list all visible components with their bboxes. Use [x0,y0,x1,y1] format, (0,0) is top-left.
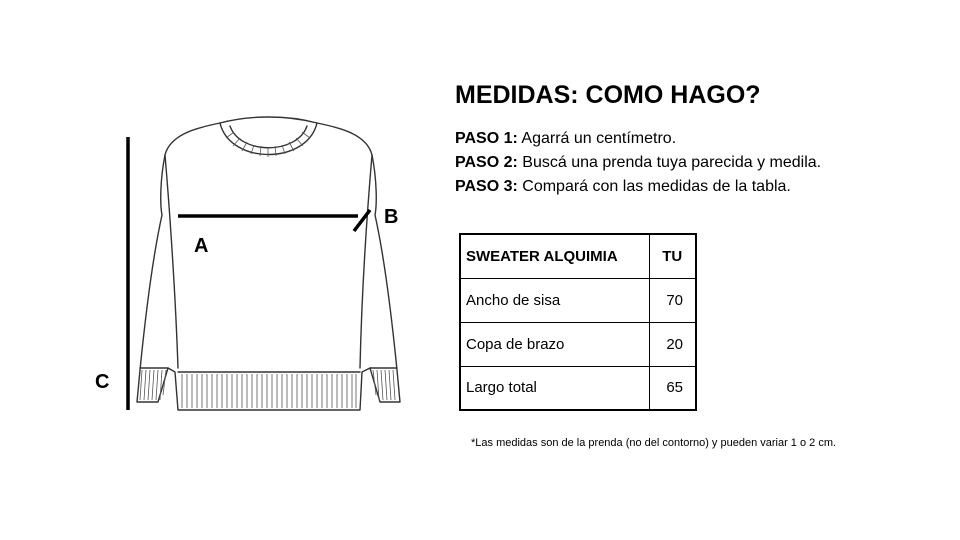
measure-label-c: C [95,371,110,393]
page-title: MEDIDAS: COMO HAGO? [455,81,761,109]
table-cell-name: Ancho de sisa [460,278,649,322]
step-2 [455,151,821,175]
table-cell-value: 65 [649,366,696,410]
sweater-neckline-outer [220,123,317,155]
sweater-right-sleeve-seam [360,155,372,368]
sweater-drawing [90,110,430,430]
table-row [460,366,696,410]
footnote: *Las medidas son de la prenda (no del contorno) y pueden variar 1 o 2 cm. [471,437,837,449]
table-cell-value: 70 [649,278,696,322]
step-2-text: Buscá una prenda tuya parecida y medila. [517,154,822,171]
step-3-label: PASO 3: [455,178,518,195]
table-row [460,278,696,322]
step-1 [455,127,821,151]
table-row [460,322,696,366]
measure-label-b: B [384,206,399,228]
step-1-label: PASO 1: [455,130,518,147]
step-2-label: PASO 2: [455,154,518,171]
table-header-product: SWEATER ALQUIMIA [460,234,649,278]
step-3 [455,175,821,199]
measure-label-a: A [194,235,209,257]
table-cell-value: 20 [649,322,696,366]
table-cell-name: Largo total [460,366,649,410]
step-3-text: Compará con las medidas de la tabla. [517,178,791,195]
step-1-text: Agarrá un centímetro. [517,130,677,147]
sweater-neckline-inner [230,126,307,148]
steps-list [455,127,821,199]
sweater-left-sleeve-seam [165,155,178,368]
table-header-size: TU [649,234,696,278]
sweater-neckline-top [220,117,317,123]
sweater-illustration [90,110,430,430]
size-table [459,233,697,411]
table-cell-name: Copa de brazo [460,322,649,366]
table-header-row [460,234,696,278]
